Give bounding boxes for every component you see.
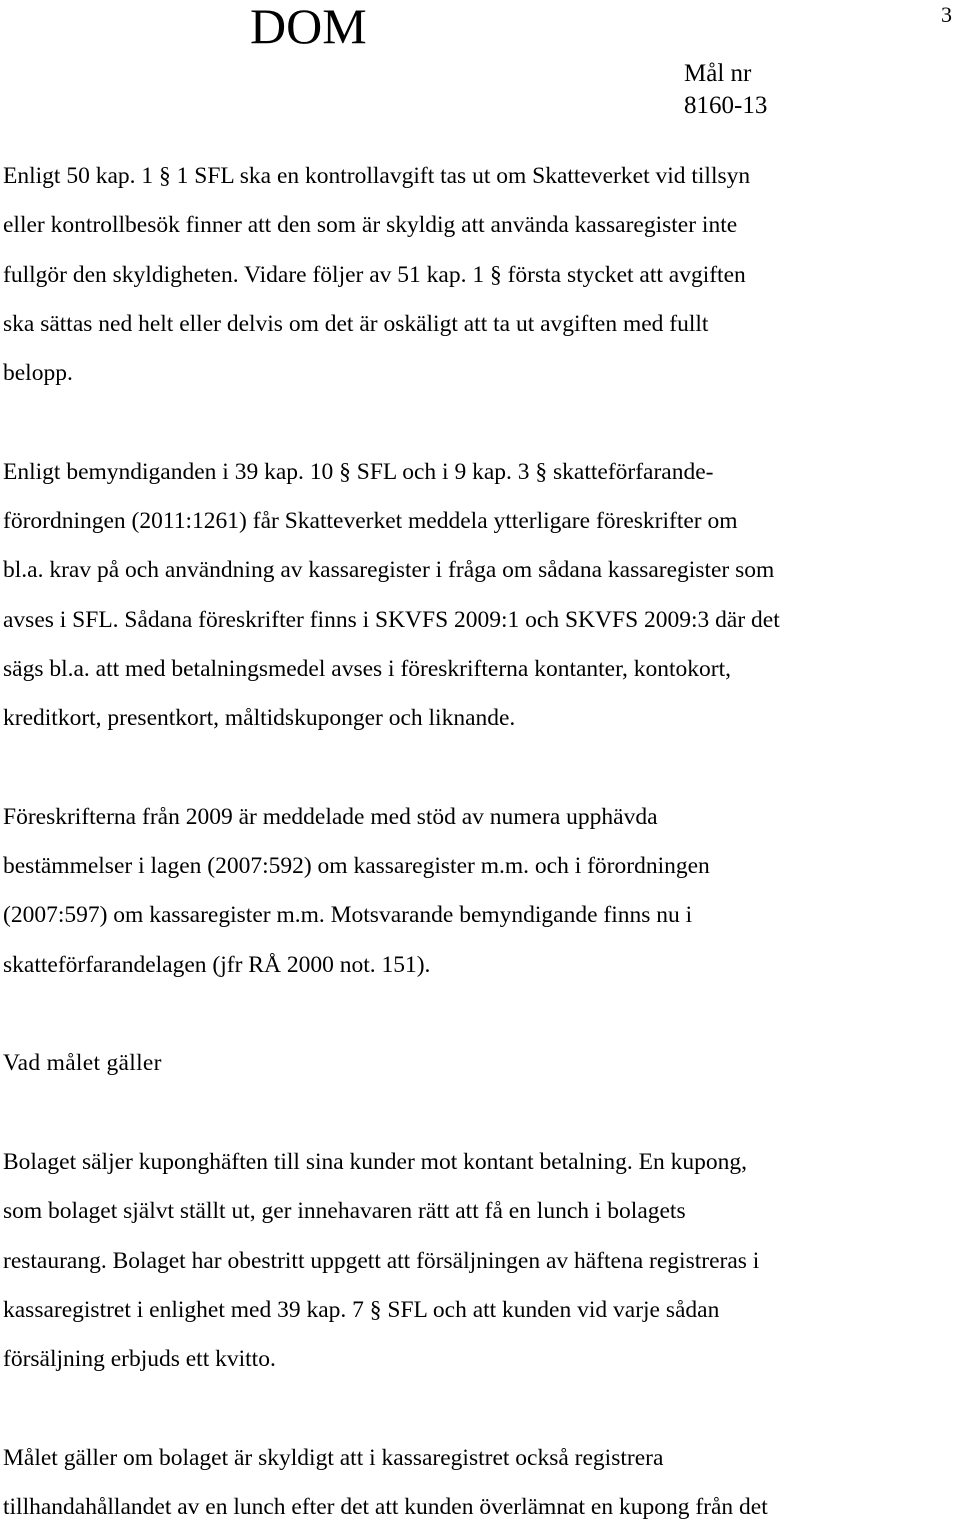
paragraph-malet [3,1434,953,1532]
text-line: förordningen (2011:1261) får Skatteverket meddela ytterligare föreskrifter om [3,508,738,535]
paragraph-spacer [3,1384,953,1433]
text-line: avses i SFL. Sådana föreskrifter finns i SKVFS 2009:1 och SKVFS 2009:3 där det [3,606,780,633]
text-line: Enligt 50 kap. 1 § 1 SFL ska en kontrollavgift tas ut om Skatteverket vid tillsyn [3,163,751,189]
text-line: kassaregistret i enlighet med 39 kap. 7 § SFL och att kunden vid varje sådan [3,1296,720,1323]
section-heading: Vad målet gäller [3,1050,162,1077]
text-line: bl.a. krav på och användning av kassaregister i fråga om sådana kassaregister som [3,557,775,584]
page-number: 3 [941,2,952,27]
text-line: Bolaget säljer kuponghäften till sina kunder mot kontant betalning. En kupong, [3,1148,748,1175]
text-line: Målet gäller om bolaget är skyldigt att i kassaregistret också registrera [3,1444,664,1471]
text-line: belopp. [3,360,73,387]
text-line: skatteförfarandelagen (jfr RÅ 2000 not. 151). [3,951,431,978]
text-line: försäljning erbjuds ett kvitto. [3,1346,276,1373]
text-line: fullgör den skyldigheten. Vidare följer av 51 kap. 1 § första stycket att avgiften [3,261,746,288]
paragraph-bemyndiganden [3,448,953,744]
text-line: ska sättas ned helt eller delvis om det är oskäligt att ta ut avgiften med fullt [3,310,709,337]
text-line: kreditkort, presentkort, måltidskuponger och liknande. [3,705,516,732]
text-line: (2007:597) om kassaregister m.m. Motsvarande bemyndigande finns nu i [3,902,693,929]
paragraph-spacer [3,1089,953,1138]
paragraph-spacer [3,744,953,793]
document-body [3,152,953,1532]
text-line: som bolaget självt ställt ut, ger innehavaren rätt att få en lunch i bolagets [3,1198,686,1225]
case-label: Mål nr [684,60,752,87]
text-line: tillhandahållandet av en lunch efter det att kunden överlämnat en kupong från det [3,1494,768,1521]
text-line: eller kontrollbesök finner att den som är skyldig att använda kassaregister inte [3,212,738,239]
text-line: Enligt bemyndiganden i 39 kap. 10 § SFL och i 9 kap. 3 § skatteförfarande- [3,458,714,485]
text-line: Föreskrifterna från 2009 är meddelade med stöd av numera upphävda [3,803,658,830]
case-number-block [684,58,767,122]
paragraph-spacer [3,398,953,447]
paragraph-spacer [3,990,953,1039]
paragraph-bolaget [3,1138,953,1384]
paragraph-foreskrifterna [3,793,953,990]
case-number: 8160-13 [684,92,768,119]
text-line: restaurang. Bolaget har obestritt uppgett att försäljningen av häftena registreras i [3,1247,760,1274]
paragraph-kontrollavgift [3,152,953,398]
text-line: bestämmelser i lagen (2007:592) om kassaregister m.m. och i förordningen [3,853,710,880]
text-line: sägs bl.a. att med betalningsmedel avses i föreskrifterna kontanter, kontokort, [3,655,732,682]
document-title: DOM [250,0,367,54]
